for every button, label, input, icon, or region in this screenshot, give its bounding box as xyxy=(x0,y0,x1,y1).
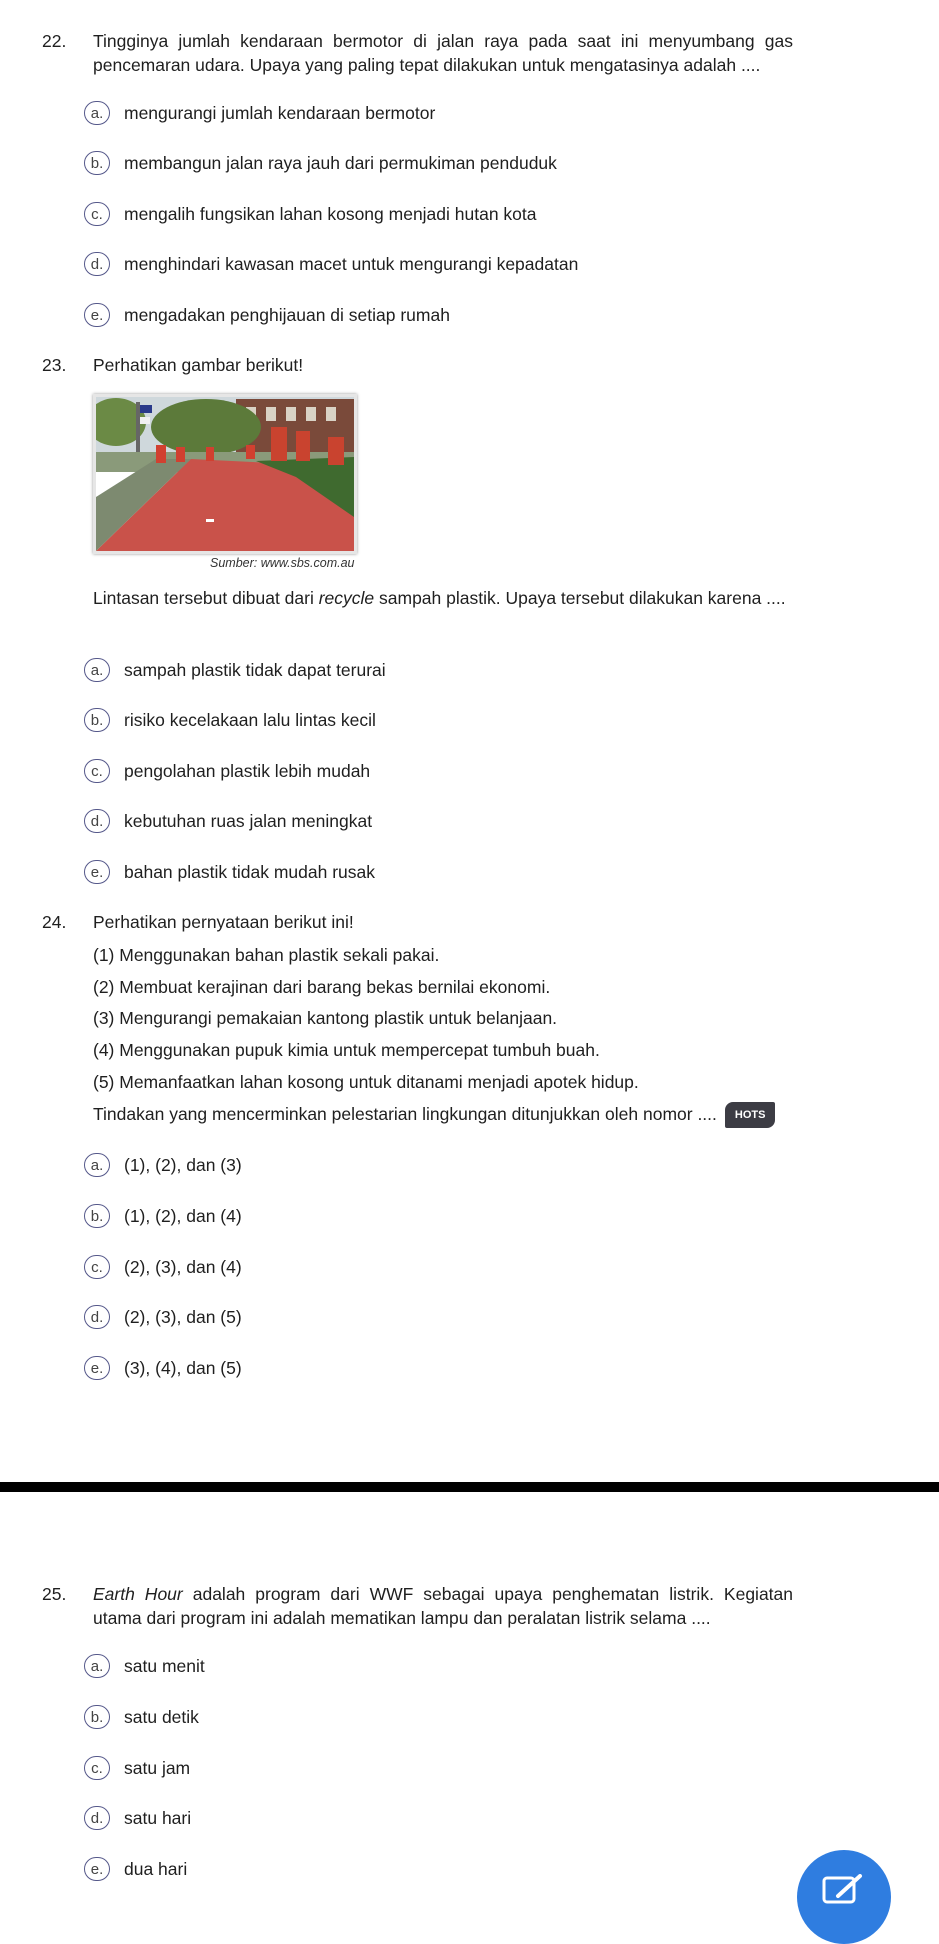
question-number: 25. xyxy=(42,1584,67,1604)
option-text: satu detik xyxy=(124,1706,199,1727)
option-text: (2), (3), dan (4) xyxy=(124,1256,242,1277)
option-text: sampah plastik tidak dapat terurai xyxy=(124,659,386,680)
option-letter: a. xyxy=(84,658,110,682)
option-e[interactable] xyxy=(84,859,375,885)
option-letter: a. xyxy=(84,101,110,125)
question-text xyxy=(93,1102,775,1128)
question-number: 24. xyxy=(42,912,67,932)
statement-2: (2) Membuat kerajinan dari barang bekas bernilai ekonomi. xyxy=(93,977,551,997)
option-letter: a. xyxy=(84,1153,110,1177)
text-part: Lintasan tersebut dibuat dari xyxy=(93,588,319,608)
option-e[interactable] xyxy=(84,1355,242,1381)
option-letter: d. xyxy=(84,809,110,833)
option-text: mengurangi jumlah kendaraan bermotor xyxy=(124,102,436,123)
option-letter: a. xyxy=(84,1654,110,1678)
statement-3: (3) Mengurangi pemakaian kantong plastik untuk belanjaan. xyxy=(93,1008,558,1028)
option-letter: d. xyxy=(84,1806,110,1830)
option-b[interactable] xyxy=(84,150,557,176)
option-b[interactable] xyxy=(84,1704,199,1730)
option-a[interactable] xyxy=(84,100,435,126)
option-e[interactable] xyxy=(84,302,450,328)
option-text: dua hari xyxy=(124,1858,188,1879)
text-part: sampah plastik. Upaya tersebut dilakukan karena .... xyxy=(374,588,786,608)
option-b[interactable] xyxy=(84,1203,242,1229)
edit-fab-button[interactable] xyxy=(797,1850,891,1944)
option-d[interactable] xyxy=(84,808,372,834)
option-a[interactable] xyxy=(84,1152,242,1178)
option-text: pengolahan plastik lebih mudah xyxy=(124,760,371,781)
question-number: 23. xyxy=(42,355,67,375)
statement-5: (5) Memanfaatkan lahan kosong untuk ditanami menjadi apotek hidup. xyxy=(93,1072,639,1092)
option-letter: c. xyxy=(84,1756,110,1780)
option-c[interactable] xyxy=(84,1755,190,1781)
option-text: satu jam xyxy=(124,1757,191,1778)
statement-4: (4) Menggunakan pupuk kimia untuk mempercepat tumbuh buah. xyxy=(93,1040,600,1060)
option-text: bahan plastik tidak mudah rusak xyxy=(124,861,375,882)
option-c[interactable] xyxy=(84,758,370,784)
option-d[interactable] xyxy=(84,251,578,277)
question-text xyxy=(93,586,793,610)
question-number: 22. xyxy=(42,31,67,51)
option-d[interactable] xyxy=(84,1805,191,1831)
option-a[interactable] xyxy=(84,657,386,683)
option-text: mengalih fungsikan lahan kosong menjadi hutan kota xyxy=(124,203,537,224)
option-text: mengadakan penghijauan di setiap rumah xyxy=(124,304,450,325)
option-text: kebutuhan ruas jalan meningkat xyxy=(124,810,373,831)
option-c[interactable] xyxy=(84,201,537,227)
text-italic: recycle xyxy=(318,588,375,608)
option-text: menghindari kawasan macet untuk mengurangi kepadatan xyxy=(124,253,579,274)
question-text xyxy=(93,1582,793,1630)
question-intro: Perhatikan pernyataan berikut ini! xyxy=(93,912,354,932)
option-letter: e. xyxy=(84,1857,110,1881)
option-text: satu menit xyxy=(124,1655,205,1676)
option-text: (3), (4), dan (5) xyxy=(124,1357,242,1378)
option-letter: d. xyxy=(84,252,110,276)
text-part: adalah program dari WWF sebagai upaya penghematan listrik. Kegiatan utama dari program ini adalah mematikan lampu dan peralatan listrik selama .... xyxy=(93,1584,794,1628)
option-letter: c. xyxy=(84,759,110,783)
statement-1: (1) Menggunakan bahan plastik sekali pakai. xyxy=(93,945,440,965)
option-a[interactable] xyxy=(84,1653,205,1679)
option-letter: e. xyxy=(84,303,110,327)
question-intro: Perhatikan gambar berikut! xyxy=(93,355,304,375)
edit-pencil-icon xyxy=(822,1874,866,1944)
text-part: Tindakan yang mencerminkan pelestarian lingkungan ditunjukkan oleh nomor .... xyxy=(93,1104,717,1124)
hots-badge: HOTS xyxy=(725,1102,776,1128)
option-b[interactable] xyxy=(84,707,376,733)
bike-path-photo xyxy=(93,394,357,554)
option-text: (2), (3), dan (5) xyxy=(124,1306,242,1327)
option-letter: e. xyxy=(84,1356,110,1380)
option-text: (1), (2), dan (4) xyxy=(124,1205,242,1226)
option-letter: b. xyxy=(84,151,110,175)
option-d[interactable] xyxy=(84,1304,242,1330)
option-letter: d. xyxy=(84,1305,110,1329)
option-c[interactable] xyxy=(84,1254,242,1280)
option-text: satu hari xyxy=(124,1807,192,1828)
page-divider xyxy=(0,1482,939,1492)
question-text: Tingginya jumlah kendaraan bermotor di jalan raya pada saat ini menyumbang gas pencemaran udara. Upaya yang paling tepat dilakukan untuk mengatasinya adalah .... xyxy=(93,31,793,75)
option-text: risiko kecelakaan lalu lintas kecil xyxy=(124,709,376,730)
option-letter: e. xyxy=(84,860,110,884)
option-letter: c. xyxy=(84,1255,110,1279)
option-letter: b. xyxy=(84,1204,110,1228)
option-text: membangun jalan raya jauh dari permukiman penduduk xyxy=(124,152,557,173)
option-e[interactable] xyxy=(84,1856,187,1882)
option-text: (1), (2), dan (3) xyxy=(124,1154,242,1175)
option-letter: b. xyxy=(84,1705,110,1729)
photo-caption: Sumber: www.sbs.com.au xyxy=(210,556,355,570)
option-letter: c. xyxy=(84,202,110,226)
text-italic: Earth Hour xyxy=(93,1584,183,1604)
option-letter: b. xyxy=(84,708,110,732)
